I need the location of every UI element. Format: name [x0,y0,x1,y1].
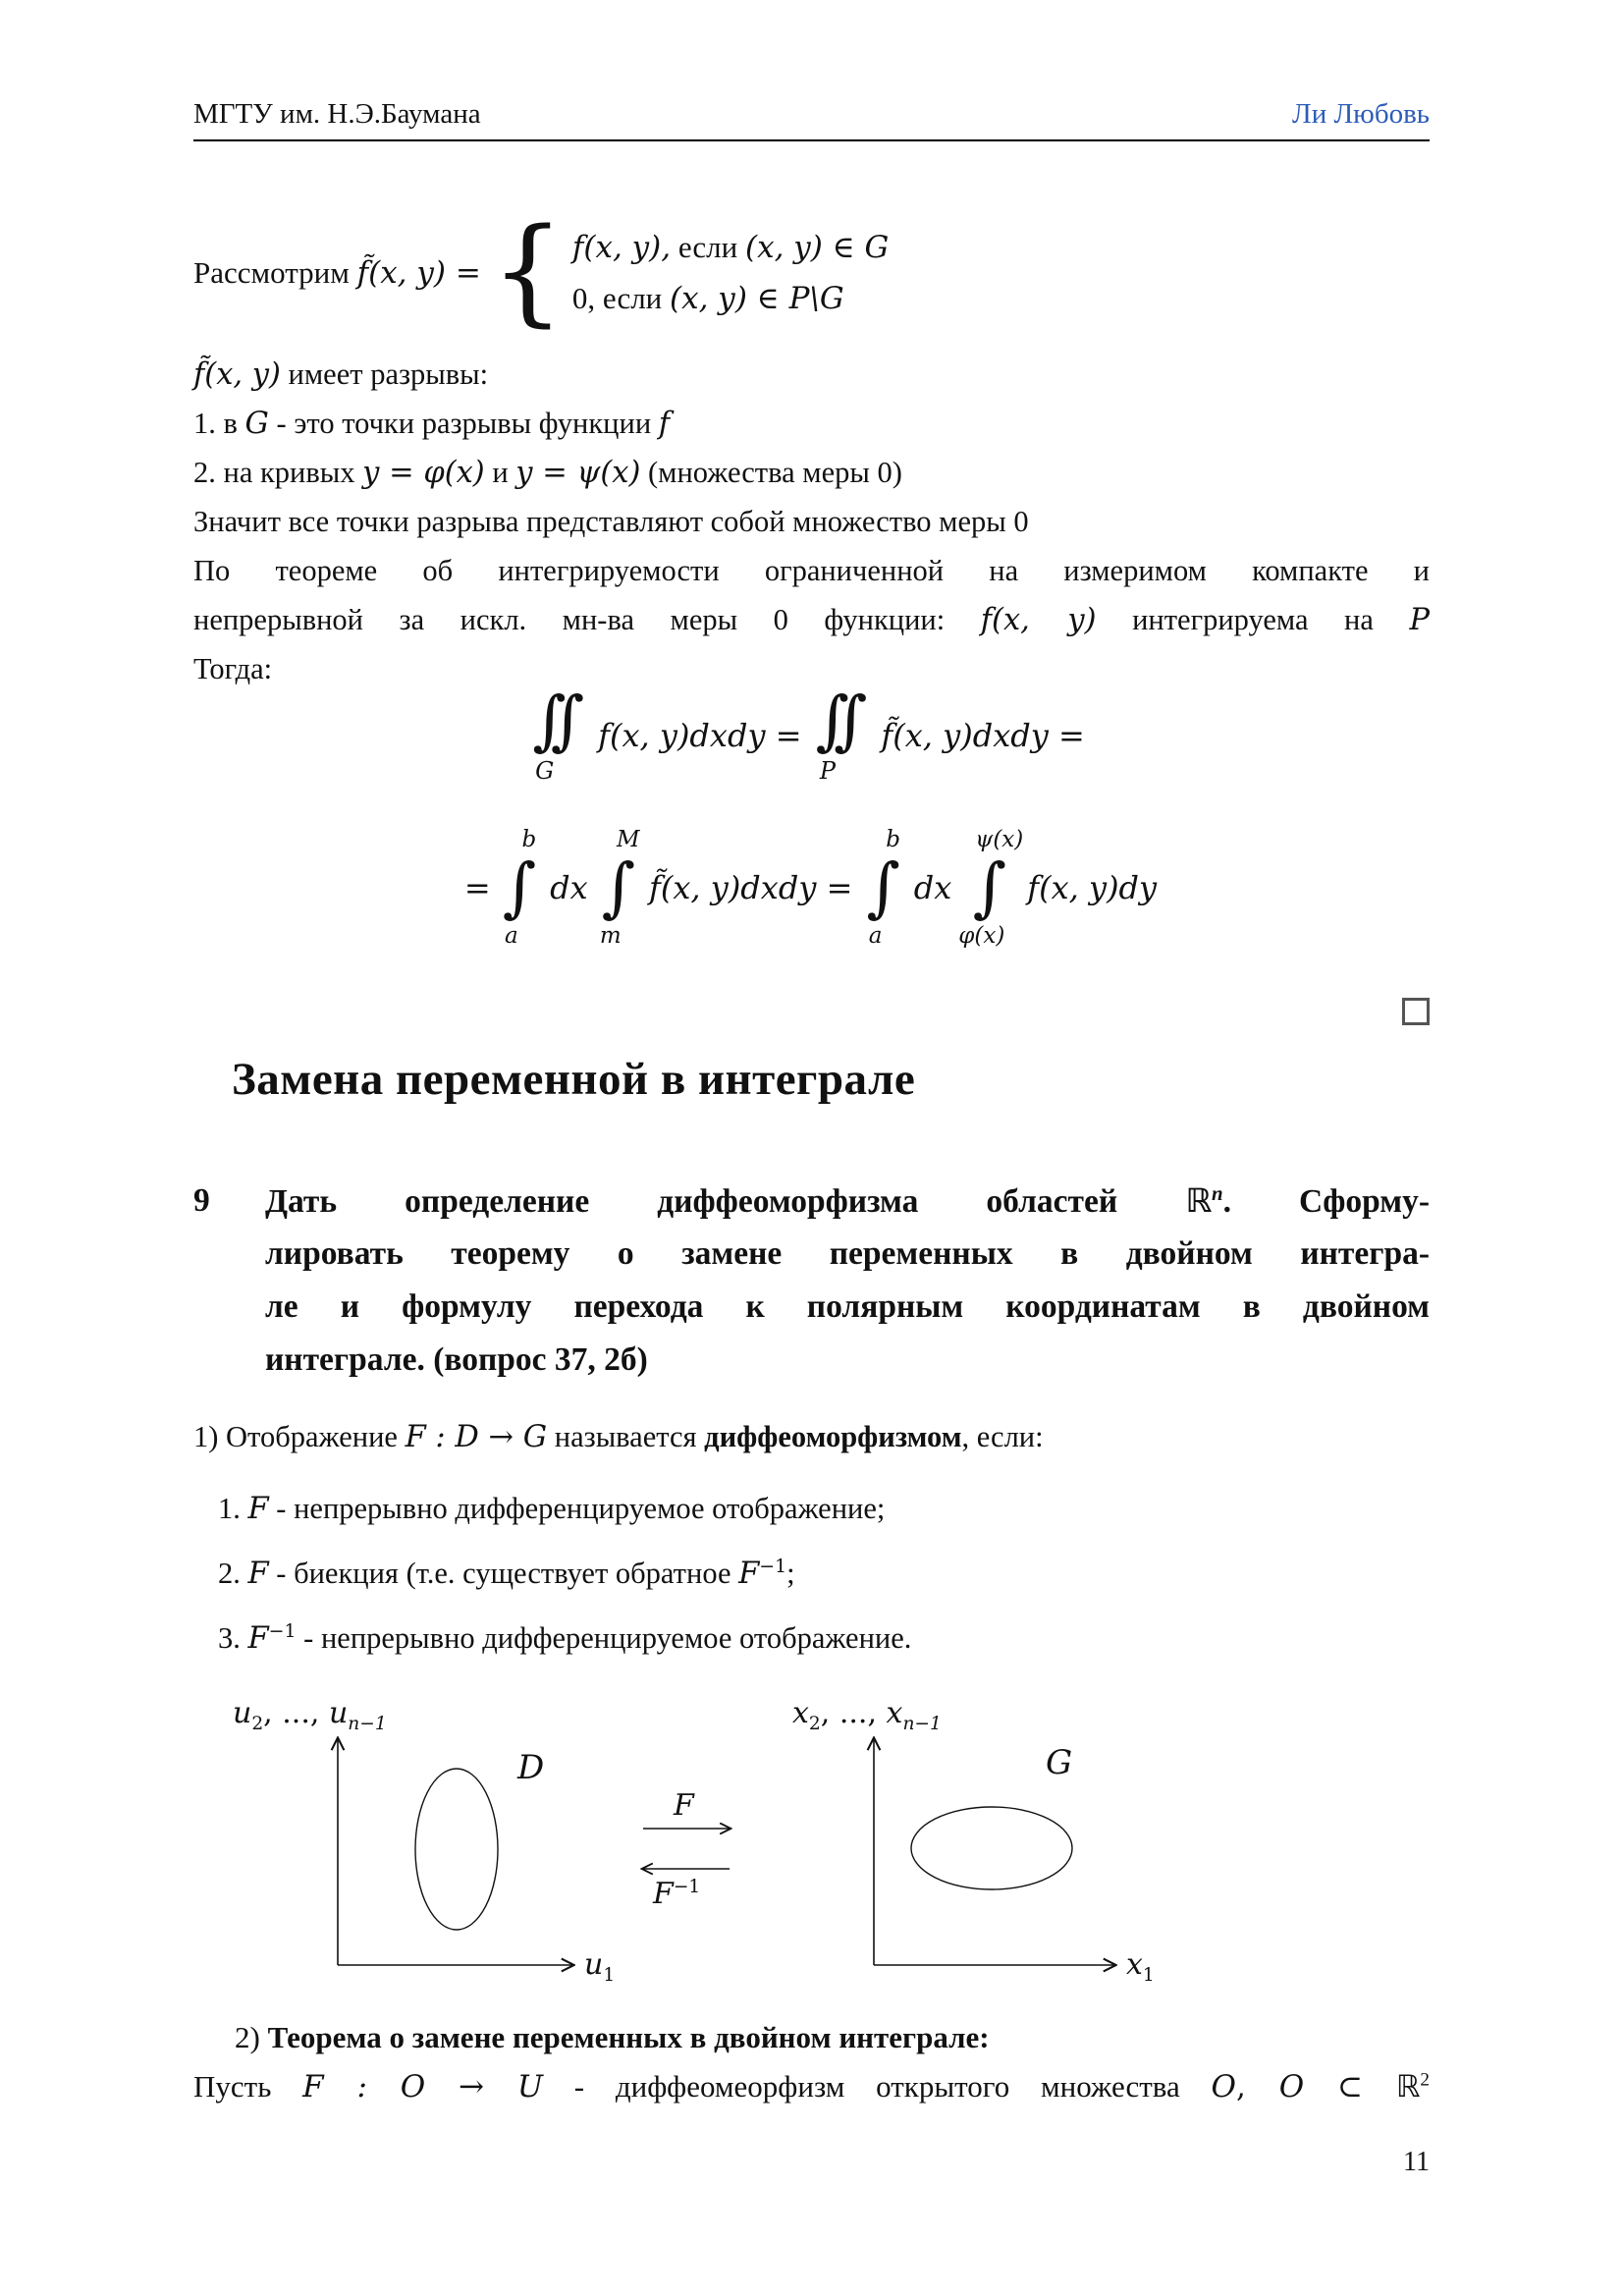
intro-paragraph [193,350,1430,693]
integrand: f(x, y)dxdy = [598,716,802,754]
upper-limit: M [617,827,640,852]
page-number: 11 [1403,2147,1430,2177]
text-line: f̃(x, y) имеет разрывы: [193,357,489,392]
text-line: По теореме об интегрируемости ограниченной на измеримом компакте и [193,554,1430,587]
text-line: Тогда: [193,652,273,685]
u-axis-vertical-label: $u_2$, ..., $u_{n-1}$ [233,1696,387,1734]
piecewise-definition [193,202,890,338]
mapping-diagram [193,1694,1430,1989]
integral-sign: ∫ [502,849,537,926]
heading-line: лировать теорему о замене переменных в двойном интегра- [265,1235,1430,1272]
list-item: 1. F - непрерывно дифференцируемое отображение; [218,1492,886,1526]
u-axis-horizontal-label: $u_1$ [584,1947,616,1986]
text-line: непрерывной за искл. мн-ва меры 0 функции: f(x, y) интегрируема на P [193,603,1430,637]
inverse-map-label: $F^{-1}$ [653,1877,701,1911]
section-title: Замена переменной в интеграле [232,1054,916,1105]
differential: dx [550,869,588,907]
consider-label: Рассмотрим [193,255,350,291]
display-formula-2 [193,827,1430,949]
author-name: Ли Любовь [1292,98,1430,130]
integral-subscript: P [819,757,837,786]
lower-limit: a [505,922,518,949]
integrand: f̃(x, y)dxdy = [649,869,853,907]
question-heading-text [265,1175,1430,1387]
double-integral-sign: ∫∫ [532,683,569,758]
university-name: МГТУ им. Н.Э.Баумана [193,98,481,130]
region-G-label: G [1046,1743,1073,1782]
definition-list [218,1489,1430,1683]
theorem-block [193,2013,1430,2111]
tilde-f-equals: f̃(x, y) = [356,255,481,292]
heading-line: интеграле. (вопрос 37, 2б) [265,1341,648,1378]
display-formula-1 [193,685,1430,785]
cases-column [572,230,889,316]
text-line: 1. в G - это точки разрывы функции f [193,407,671,441]
double-integral-G [532,685,584,785]
lower-limit: φ(x) [958,922,1005,949]
integrand: f̃(x, y)dxdy = [881,716,1085,754]
upper-limit: b [521,827,537,852]
integral-sign: ∫ [972,849,1006,926]
upper-limit: b [886,827,900,852]
double-integral-sign: ∫∫ [815,683,852,758]
question-heading [193,1175,1430,1387]
text-line: Значит все точки разрыва представляют собой множество меры 0 [193,505,1029,538]
text-line: 2. на кривых y = φ(x) и y = ψ(x) (множества меры 0) [193,456,902,490]
double-integral-P [816,685,868,785]
integrand: f(x, y)dy [1027,869,1158,907]
region-D-ellipse [415,1769,498,1930]
diagram-canvas [193,1694,1430,1989]
x-axis-vertical-label: $x_2$, ..., $x_{n-1}$ [792,1696,942,1734]
question-number: 9 [193,1182,210,1219]
cases-brace: { [490,202,565,338]
integral-a-b [503,827,536,949]
region-G-ellipse [911,1807,1072,1889]
list-item: 3. $F^{-1}$ - непрерывно дифференцируемое отображение. [218,1619,912,1656]
heading-line: Дать определение диффеоморфизма областей ℝ$^n$. Сформу- [265,1181,1430,1220]
theorem-body-line: Пусть F : O → U - диффеомеорфизм открытого множества O, O ⊂ ℝ$^2$ [193,2069,1431,2105]
integral-a-b [866,827,899,949]
equals-sign: = [463,869,491,907]
forward-map-label: F [674,1788,694,1823]
integral-subscript: G [535,757,555,786]
page-header [193,98,1430,141]
upper-limit: ψ(x) [975,827,1024,852]
lower-limit: a [868,922,883,949]
x-axis-horizontal-label: $x_1$ [1126,1947,1155,1986]
lower-limit: m [599,922,622,949]
differential: dx [913,869,952,907]
heading-line: ле и формулу перехода к полярным координатам в двойном [265,1288,1430,1325]
theorem-title-line: 2) Теорема о замене переменных в двойном интеграле: [235,2020,990,2054]
case-line-2: 0, если (x, y) ∈ P\G [571,281,844,317]
integral-sign: ∫ [601,849,636,926]
integral-sign: ∫ [866,849,900,926]
integral-phi-psi [958,827,1024,949]
list-item: 2. F - биекция (т.е. существует обратное $F^{-1}$; [218,1555,795,1591]
qed-box-icon [1402,998,1430,1025]
case-line-1: f(x, y), если (x, y) ∈ G [571,230,890,266]
region-D-label: D [517,1748,545,1787]
definition-intro: 1) Отображение F : D → G называется диффеоморфизмом, если: [193,1420,1044,1454]
integral-m-M [599,827,640,949]
